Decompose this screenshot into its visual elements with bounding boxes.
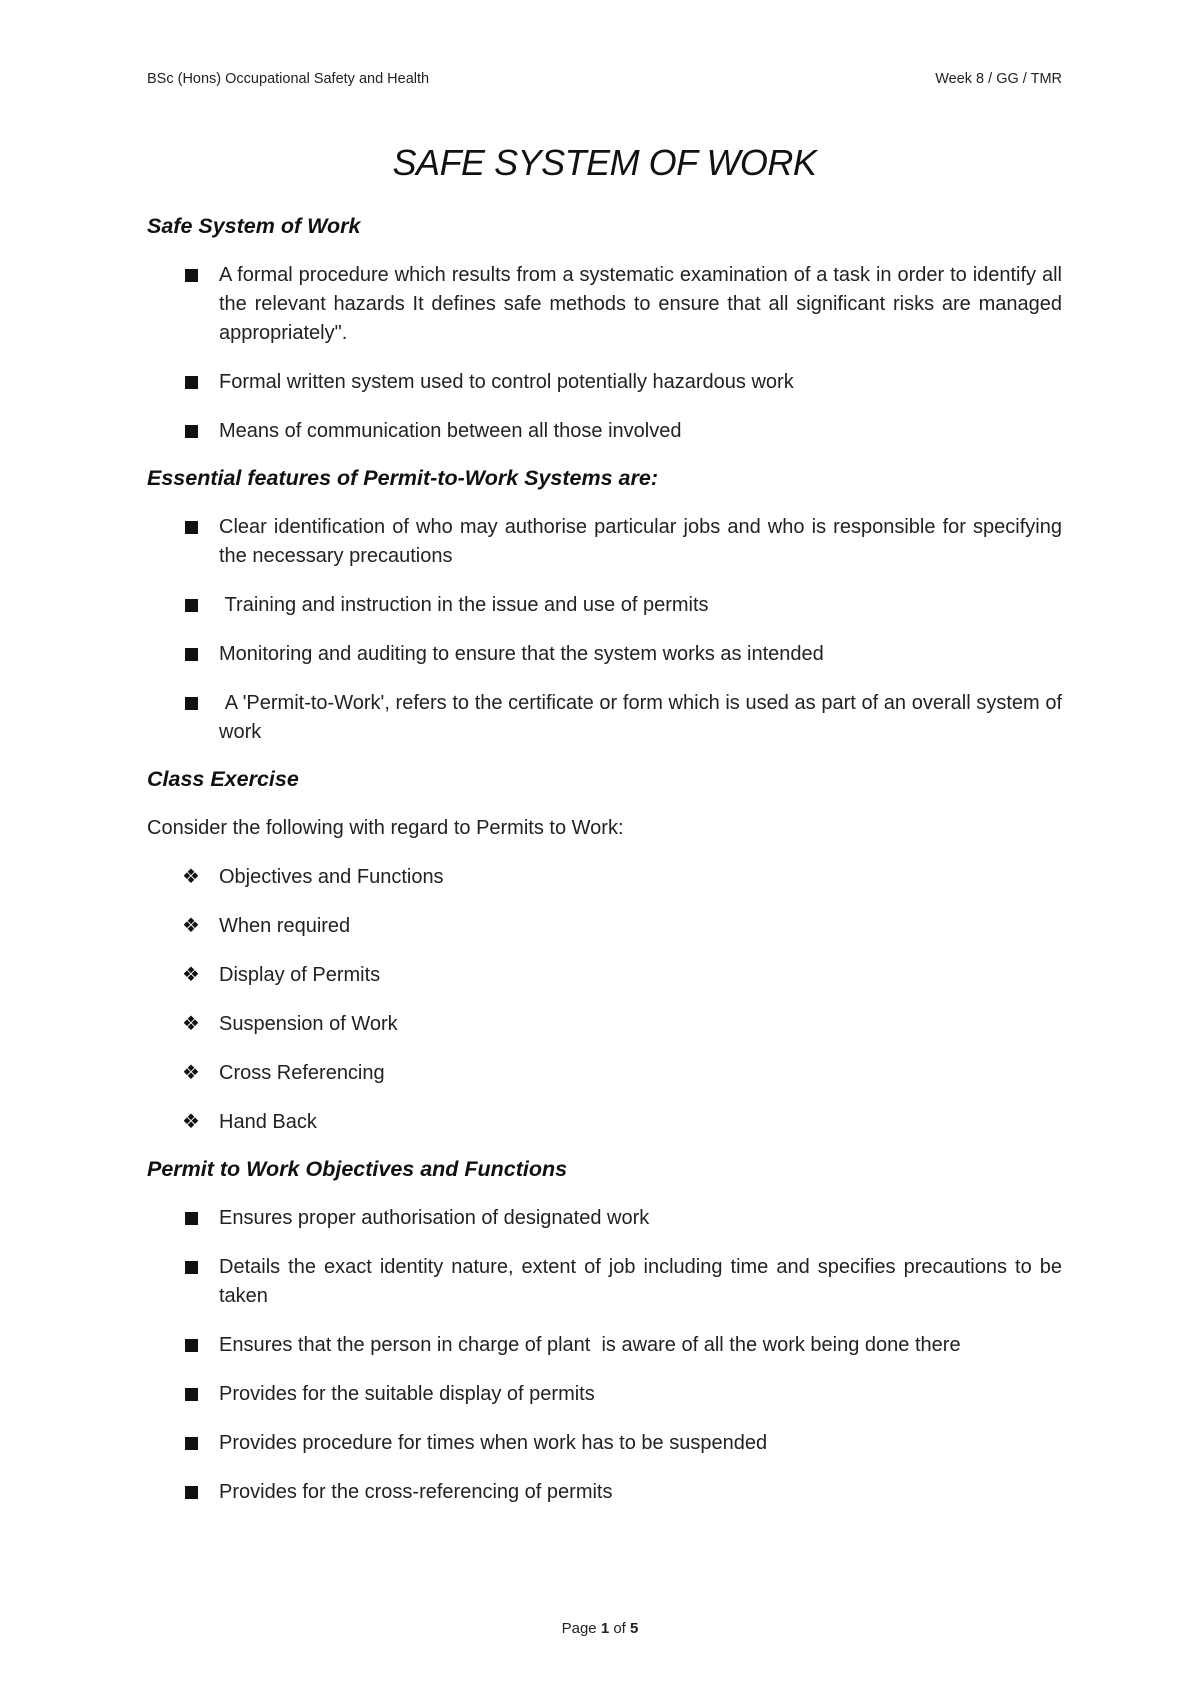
- list-item: ❖ Hand Back: [147, 1108, 1062, 1137]
- diamond-bullet-icon: ❖: [182, 1111, 200, 1133]
- page-header: [147, 71, 1062, 87]
- diamond-bullet-icon: ❖: [182, 1013, 200, 1035]
- list-item: Means of communication between all those involved: [147, 417, 1062, 446]
- list-item: ❖ Display of Permits: [147, 961, 1062, 990]
- diamond-bullet-icon: ❖: [182, 1062, 200, 1084]
- document-body: [147, 142, 1068, 1527]
- total-pages: 5: [630, 1620, 639, 1637]
- square-bullet-icon: [185, 1388, 198, 1401]
- diamond-bullet-icon: ❖: [182, 866, 200, 888]
- diamond-bullet-icon: ❖: [182, 915, 200, 937]
- list-item: A 'Permit-to-Work', refers to the certificate or form which is used as part of an overall system of work: [147, 689, 1062, 747]
- list-item: ❖ Suspension of Work: [147, 1010, 1062, 1039]
- section-heading-safe-system: Safe System of Work: [147, 214, 361, 238]
- list-item: Clear identification of who may authorise particular jobs and who is responsible for specifying the necessary precautions: [147, 513, 1062, 571]
- square-bullet-icon: [185, 648, 198, 661]
- list-item: ❖ When required: [147, 912, 1062, 941]
- of-label: of: [613, 1620, 626, 1637]
- list-item: Provides for the cross-referencing of permits: [147, 1478, 1062, 1507]
- list-item: Training and instruction in the issue and use of permits: [147, 591, 1062, 620]
- header-course: BSc (Hons) Occupational Safety and Health: [147, 71, 430, 87]
- header-week: Week 8 / GG / TMR: [935, 71, 1062, 87]
- list-item: Formal written system used to control potentially hazardous work: [147, 368, 1062, 397]
- square-bullet-icon: [185, 599, 198, 612]
- list-item: Details the exact identity nature, extent of job including time and specifies precautions to be taken: [147, 1253, 1062, 1311]
- page-label: Page: [561, 1620, 597, 1637]
- section-heading-essential-features: Essential features of Permit-to-Work Systems are:: [147, 466, 658, 490]
- square-bullet-icon: [185, 1437, 198, 1450]
- square-bullet-icon: [185, 376, 198, 389]
- square-bullet-icon: [185, 697, 198, 710]
- diamond-bullet-icon: ❖: [182, 964, 200, 986]
- list-item: Ensures that the person in charge of plant is aware of all the work being done there: [147, 1331, 1062, 1360]
- list-item: Provides procedure for times when work has to be suspended: [147, 1429, 1062, 1458]
- list-item: Ensures proper authorisation of designated work: [147, 1204, 1062, 1233]
- square-bullet-icon: [185, 1339, 198, 1352]
- document-title: SAFE SYSTEM OF WORK: [392, 142, 817, 183]
- objectives-functions-list: [147, 1204, 1062, 1507]
- list-item: ❖ Cross Referencing: [147, 1059, 1062, 1088]
- page-footer: [0, 1620, 1200, 1637]
- square-bullet-icon: [185, 1486, 198, 1499]
- class-exercise-list: [147, 863, 1062, 1137]
- class-exercise-intro: Consider the following with regard to Permits to Work:: [147, 817, 624, 839]
- square-bullet-icon: [185, 425, 198, 438]
- list-item: A formal procedure which results from a systematic examination of a task in order to identify all the relevant hazards It defines safe methods to ensure that all significant risks are managed appropriately".: [147, 261, 1062, 348]
- essential-features-list: [147, 513, 1068, 747]
- square-bullet-icon: [185, 521, 198, 534]
- safe-system-list: [147, 261, 1062, 446]
- section-heading-objectives-functions: Permit to Work Objectives and Functions: [147, 1157, 568, 1181]
- square-bullet-icon: [185, 1261, 198, 1274]
- square-bullet-icon: [185, 1212, 198, 1225]
- list-item: Provides for the suitable display of permits: [147, 1380, 1062, 1409]
- square-bullet-icon: [185, 269, 198, 282]
- list-item: Monitoring and auditing to ensure that the system works as intended: [147, 640, 1062, 669]
- section-heading-class-exercise: Class Exercise: [147, 767, 299, 791]
- current-page-number: 1: [600, 1620, 610, 1637]
- list-item: ❖ Objectives and Functions: [147, 863, 1062, 892]
